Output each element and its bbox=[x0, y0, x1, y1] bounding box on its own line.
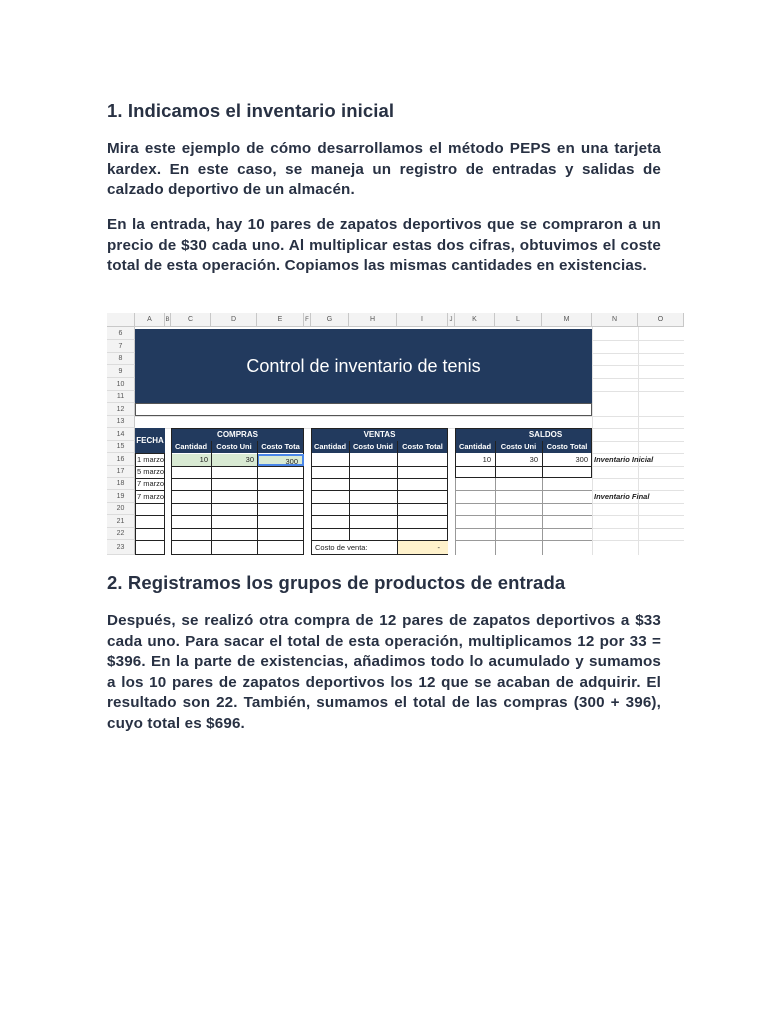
sheet-corner bbox=[107, 313, 135, 327]
compras-col-costo-unit: Costo Uni bbox=[211, 441, 257, 453]
gridline bbox=[135, 416, 684, 417]
border bbox=[171, 466, 304, 467]
border bbox=[455, 528, 592, 529]
border bbox=[171, 515, 304, 516]
section-2-heading: 2. Registramos los grupos de productos de entrada bbox=[107, 572, 566, 593]
row-header-9[interactable]: 9 bbox=[107, 365, 135, 378]
row-header-6[interactable]: 6 bbox=[107, 327, 135, 340]
gridline bbox=[592, 528, 684, 529]
gridline bbox=[592, 441, 684, 442]
border bbox=[171, 528, 304, 529]
gridline bbox=[592, 503, 684, 504]
inventario-final-label: Inventario Final bbox=[594, 492, 650, 501]
saldos-header: SALDOS bbox=[455, 428, 592, 441]
border bbox=[311, 490, 448, 491]
gridline bbox=[592, 478, 684, 479]
compras-costo-unit-cell[interactable]: 30 bbox=[211, 454, 257, 466]
compras-col-costo-total: Costo Tota bbox=[257, 441, 304, 453]
compras-block bbox=[171, 428, 304, 555]
column-header-l[interactable]: L bbox=[495, 313, 542, 327]
gridline bbox=[592, 353, 684, 354]
column-header-j[interactable]: J bbox=[448, 313, 455, 327]
row-header-10[interactable]: 10 bbox=[107, 378, 135, 391]
saldos-col-costo-unit: Costo Uni bbox=[495, 441, 542, 453]
compras-costo-total-cell[interactable]: 300 bbox=[257, 454, 304, 466]
ventas-col-costo-total: Costo Total bbox=[397, 441, 448, 453]
border bbox=[311, 503, 448, 504]
column-header-m[interactable]: M bbox=[542, 313, 592, 327]
section-1-paragraph-2: En la entrada, hay 10 pares de zapatos deportivos que se compraron a un precio de $30 cada uno. Al multiplicar estas dos cifras, obtuvimos el coste total de esta operación. Copiamos las mismas cantidades en existencias. bbox=[107, 216, 661, 275]
border bbox=[311, 528, 448, 529]
border bbox=[135, 528, 165, 529]
row-header-13[interactable]: 13 bbox=[107, 416, 135, 428]
ventas-col-costo-unit: Costo Unid bbox=[349, 441, 397, 453]
costo-de-venta-value[interactable]: - bbox=[398, 541, 448, 554]
row-header-23[interactable]: 23 bbox=[107, 540, 135, 555]
row-12-band bbox=[135, 403, 592, 416]
border bbox=[455, 490, 592, 491]
gridline bbox=[592, 466, 684, 467]
gridline bbox=[592, 540, 684, 541]
row-header-7[interactable]: 7 bbox=[107, 340, 135, 353]
row-header-15[interactable]: 15 bbox=[107, 441, 135, 453]
column-header-g[interactable]: G bbox=[311, 313, 349, 327]
border bbox=[455, 515, 592, 516]
gridline bbox=[592, 391, 684, 392]
column-header-a[interactable]: A bbox=[135, 313, 165, 327]
ventas-block bbox=[311, 428, 448, 555]
gridline bbox=[592, 340, 684, 341]
saldos-col-cantidad: Cantidad bbox=[455, 441, 495, 453]
column-header-d[interactable]: D bbox=[211, 313, 257, 327]
border bbox=[171, 490, 304, 491]
row-header-14[interactable]: 14 bbox=[107, 428, 135, 441]
row-header-21[interactable]: 21 bbox=[107, 515, 135, 528]
border bbox=[455, 503, 592, 504]
inventario-inicial-label: Inventario Inicial bbox=[594, 455, 654, 464]
border bbox=[135, 503, 165, 504]
section-1-heading: 1. Indicamos el inventario inicial bbox=[107, 100, 395, 121]
border bbox=[257, 441, 258, 555]
saldos-cantidad-cell[interactable]: 10 bbox=[482, 455, 491, 464]
section-1-paragraph-1: Mira este ejemplo de cómo desarrollamos el método PEPS en una tarjeta kardex. En este caso, se maneja un registro de entradas y salidas de calzado deportivo de un almacén. bbox=[107, 140, 661, 199]
border bbox=[311, 466, 448, 467]
column-header-h[interactable]: H bbox=[349, 313, 397, 327]
fecha-header: FECHA bbox=[135, 428, 165, 453]
column-header-o[interactable]: O bbox=[638, 313, 684, 327]
column-header-n[interactable]: N bbox=[592, 313, 638, 327]
border bbox=[171, 478, 304, 479]
date-cell[interactable]: 7 marzo bbox=[137, 492, 165, 501]
border bbox=[397, 441, 398, 555]
column-header-k[interactable]: K bbox=[455, 313, 495, 327]
row-header-20[interactable]: 20 bbox=[107, 503, 135, 515]
saldos-costo-unit-cell[interactable]: 30 bbox=[529, 455, 538, 464]
row-header-19[interactable]: 19 bbox=[107, 490, 135, 503]
saldos-costo-total-cell[interactable]: 300 bbox=[575, 455, 588, 464]
column-header-f[interactable]: F bbox=[304, 313, 311, 327]
date-cell[interactable]: 1 marzo bbox=[137, 455, 165, 464]
compras-cantidad-cell[interactable]: 10 bbox=[172, 454, 211, 466]
border bbox=[455, 540, 592, 541]
gridline bbox=[592, 515, 684, 516]
saldos-block bbox=[455, 428, 592, 478]
section-2-paragraph-1: Después, se realizó otra compra de 12 pares de zapatos deportivos a $33 cada uno. Para sacar el total de esta operación, multiplicamos 12 por 33 = $396. En la parte de existencias, añadimos todo lo acumulado y sumamos a los 10 pares de zapatos deportivos los 12 que se acaban de adquirir. El resultado son 22. También, sumamos el total de las compras (300 + 396), cuyo total es $696. bbox=[107, 612, 661, 732]
row-header-18[interactable]: 18 bbox=[107, 478, 135, 490]
row-header-17[interactable]: 17 bbox=[107, 466, 135, 478]
border bbox=[311, 515, 448, 516]
gridline bbox=[592, 378, 684, 379]
gridline bbox=[592, 365, 684, 366]
compras-col-cantidad: Cantidad bbox=[171, 441, 211, 453]
inventory-spreadsheet bbox=[107, 313, 684, 555]
compras-header: COMPRAS bbox=[171, 428, 304, 441]
row-header-22[interactable]: 22 bbox=[107, 528, 135, 540]
ventas-header: VENTAS bbox=[311, 428, 448, 441]
date-cell[interactable]: 7 marzo bbox=[137, 479, 165, 488]
row-header-8[interactable]: 8 bbox=[107, 353, 135, 365]
sheet-title-banner: Control de inventario de tenis bbox=[135, 329, 592, 403]
ventas-col-cantidad: Cantidad bbox=[311, 441, 349, 453]
date-cell[interactable]: 5 marzo bbox=[137, 467, 165, 476]
border bbox=[311, 478, 448, 479]
border bbox=[171, 503, 304, 504]
column-header-c[interactable]: C bbox=[171, 313, 211, 327]
column-header-e[interactable]: E bbox=[257, 313, 304, 327]
column-header-b[interactable]: B bbox=[165, 313, 171, 327]
border bbox=[455, 466, 592, 467]
border bbox=[211, 441, 212, 555]
row-header-16[interactable]: 16 bbox=[107, 453, 135, 466]
row-header-11[interactable]: 11 bbox=[107, 391, 135, 403]
border bbox=[135, 515, 165, 516]
column-header-i[interactable]: I bbox=[397, 313, 448, 327]
border bbox=[135, 540, 165, 541]
costo-de-venta-label: Costo de venta: bbox=[315, 543, 368, 552]
saldos-col-costo-total: Costo Total bbox=[542, 441, 592, 453]
border bbox=[171, 540, 304, 541]
row-header-12[interactable]: 12 bbox=[107, 403, 135, 416]
